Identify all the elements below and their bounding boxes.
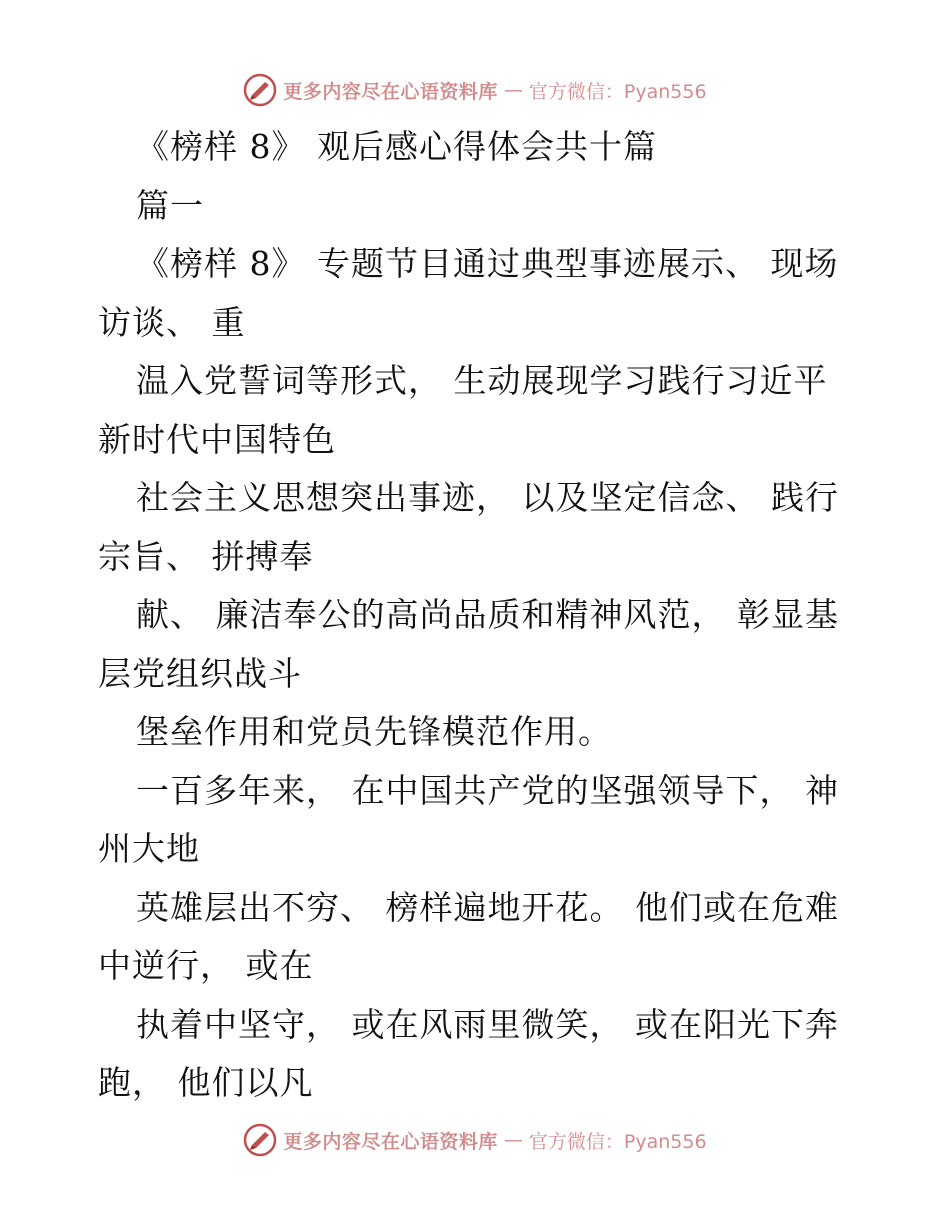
footer-banner <box>0 1120 950 1160</box>
paragraph-line: 篇一 <box>136 185 204 225</box>
paragraph-line: 中逆行， 或在 <box>98 946 314 985</box>
paragraph-line: 英雄层出不穷、 榜样遍地开花。 他们或在危难 <box>136 887 839 927</box>
paragraph-line: 新时代中国特色 <box>98 419 336 459</box>
brand-logo-icon <box>243 73 277 107</box>
paragraph-line: 献、 廉洁奉公的高尚品质和精神风范， 彰显基 <box>136 595 839 634</box>
document-title: 《榜样 8》 观后感心得体会共十篇 <box>136 127 657 166</box>
brand-logo-icon <box>243 1123 277 1157</box>
paragraph-line: 温入党誓词等形式， 生动展现学习践行习近平 <box>136 361 828 400</box>
header-banner <box>0 70 950 110</box>
paragraph-line: 执着中坚守， 或在风雨里微笑， 或在阳光下奔 <box>136 1004 839 1044</box>
banner-dash: — <box>503 1129 523 1151</box>
banner-main-text: 更多内容尽在心语资料库 <box>283 80 498 103</box>
paragraph-line: 一百多年来， 在中国共产党的坚强领导下， 神 <box>136 770 839 810</box>
paragraph-line: 社会主义思想突出事迹， 以及坚定信念、 践行 <box>136 478 839 517</box>
paragraph-line: 访谈、 重 <box>98 302 246 342</box>
paragraph-line: 跑， 他们以凡 <box>98 1063 314 1102</box>
paragraph-line: 宗旨、 拼搏奉 <box>98 536 314 576</box>
banner-wechat-text: 官方微信：Pyan556 <box>528 80 707 103</box>
paragraph-line: 层党组织战斗 <box>98 653 302 693</box>
banner-dash: — <box>503 79 523 101</box>
paragraph-line: 堡垒作用和党员先锋模范作用。 <box>136 712 612 751</box>
document-lines <box>98 177 858 1113</box>
paragraph-line: 《榜样 8》 专题节目通过典型事迹展示、 现场 <box>136 244 839 283</box>
paragraph-line: 州大地 <box>98 829 200 868</box>
banner-main-text: 更多内容尽在心语资料库 <box>283 1130 498 1153</box>
document-body <box>98 118 858 1113</box>
banner-wechat-text: 官方微信：Pyan556 <box>528 1130 707 1153</box>
